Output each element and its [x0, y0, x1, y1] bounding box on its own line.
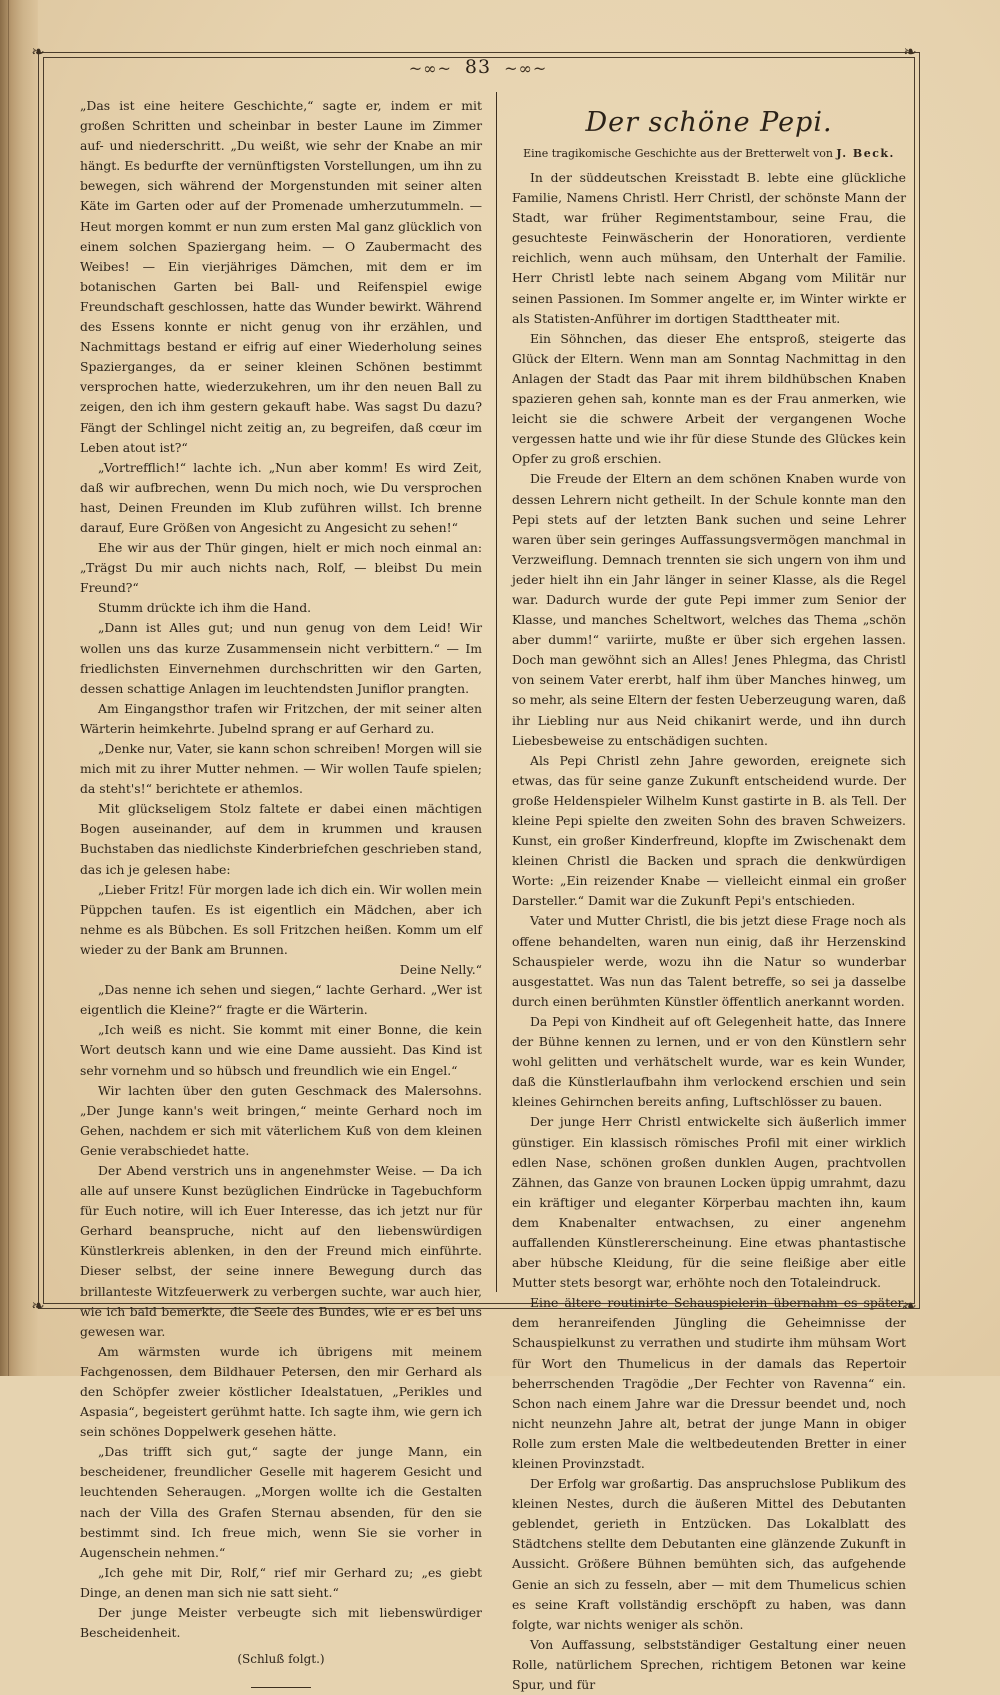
paragraph: „Das ist eine heitere Geschichte,“ sagte er, indem er mit großen Schritten und scheinbar in bester Laune im Zimmer auf- und niederschritt. „Du weißt, wie sehr der Knabe an mir hängt. Es bedurfte der vernünftigsten Vorstellungen, um ihn zu bewegen, sich während der Morgenstunden mit seiner alten Käte im Garten oder auf der Promenade umherzutummeln. — Heut morgen kommt er nun zum ersten Mal ganz glücklich von einem solchen Spaziergang heim. — O Zaubermacht des Weibes! — Ein vierjähriges Dämchen, mit dem er im botanischen Garten bei Ball- und Reifenspiel ewige Freundschaft geschlossen, hatte das Wunder bewirkt. Während des Essens konnte er nicht genug von ihr erzählen, und Nachmittags bestand er eifrig auf einer Wiederholung seines Spazierganges, da er seiner kleinen Schönen bestimmt versprochen hatte, wiederzukehren, um ihr den neuen Ball zu zeigen, den ich ihm gestern gekauft habe. Was sagst Du dazu? Fängt der Schlingel nicht zeitig an, zu begreifen, daß cœur im Leben atout ist?“: [80, 98, 482, 455]
paragraph: Am wärmsten wurde ich übrigens mit meinem Fachgenossen, dem Bildhauer Petersen, den mir Gerhard als den Schöpfer zweier köstlicher Idealstatuen, „Perikles und Aspasia“, begeistert gerühmt hatte. Ich sagte ihm, wie gern ich sein schönes Doppelwerk gesehen hätte.: [80, 1343, 482, 1440]
flourish-left-icon: ~∞~: [408, 58, 452, 78]
page-header: [38, 56, 918, 78]
paragraph: Am Eingangsthor trafen wir Fritzchen, der mit seiner alten Wärterin heimkehrte. Jubelnd sprang er auf Gerhard zu.: [80, 700, 482, 736]
paragraph: „Denke nur, Vater, sie kann schon schreiben! Morgen will sie mich mit zu ihrer Mutter nehmen. — Wir wollen Taufe spielen; da steht's!“ berichtete er athemlos.: [80, 741, 482, 797]
continuation-note: (Schluß folgt.): [237, 1652, 325, 1667]
left-column: [80, 96, 482, 1688]
paragraph: „Ich gehe mit Dir, Rolf,“ rief mir Gerhard zu; „es giebt Dinge, an denen man sich nie satt sieht.“: [80, 1564, 482, 1600]
corner-ornament-icon: ❧: [903, 42, 917, 61]
paragraph: Der Erfolg war großartig. Das anspruchslose Publikum des kleinen Nestes, durch die äußeren Mittel des Debutanten geblendet, gerieth in Entzücken. Das Lokalblatt des Städtchens stellte dem Debutanten eine glänzende Zukunft in Aussicht. Größere Bühnen bemühten sich, das aufgehende Genie an sich zu fesseln, aber — mit dem Thumelicus schien es seine Kraft vollständig erschöpft zu haben, was dann folgte, war nichts weniger als schön.: [512, 1476, 906, 1632]
book-binding: [0, 0, 38, 1376]
letter-signature: Deine Nelly.“: [399, 962, 482, 978]
story-subtitle: [512, 146, 906, 162]
corner-ornament-icon: ❧: [903, 1296, 917, 1315]
subtitle-text: Eine tragikomische Geschichte aus der Bretterwelt von: [523, 147, 833, 160]
corner-ornament-icon: ❧: [31, 1296, 45, 1315]
story-title: Der schöne Pepi.: [585, 107, 833, 138]
right-column: [512, 106, 906, 1695]
flourish-right-icon: ~∞~: [504, 58, 548, 78]
paragraph: Der junge Meister verbeugte sich mit liebenswürdiger Bescheidenheit.: [80, 1605, 482, 1641]
paragraph: Da Pepi von Kindheit auf oft Gelegenheit hatte, das Innere der Bühne kennen zu lernen, und er von den Künstlern sehr wohl gelitten und verhätschelt wurde, war es kein Wunder, daß die Künstlerlaufbahn ihm verlockend erschien und sein kleines Gehirnchen bereits anfing, Luftschlösser zu bauen.: [512, 1013, 906, 1110]
paragraph: „Das nenne ich sehen und siegen,“ lachte Gerhard. „Wer ist eigentlich die Kleine?“ fragte er die Wärterin.: [80, 982, 482, 1018]
paragraph: Von Auffassung, selbstständiger Gestaltung einer neuen Rolle, natürlichem Sprechen, richtigem Betonen war keine Spur, und für: [512, 1636, 906, 1693]
paragraph: Vater und Mutter Christl, die bis jetzt diese Frage noch als offene behandelten, waren nun einig, daß ihr Herzenskind Schauspieler werde, wozu ihn die Natur so wunderbar ausgestattet. Was nun das Talent betreffe, so sei ja dasselbe durch einen berühmten Künstler öffentlich anerkannt worden.: [512, 913, 906, 1009]
corner-ornament-icon: ❧: [31, 42, 45, 61]
paragraph: „Das trifft sich gut,“ sagte der junge Mann, ein bescheidener, freundlicher Geselle mit hagerem Gesicht und leuchtenden Seheraugen. „Morgen wollte ich die Gestalten nach der Villa des Grafen Sternau absenden, für den sie bestimmt sind. Ich freue mich, wenn Sie sie vorher in Augenschein nehmen.“: [80, 1444, 482, 1560]
paragraph: Der Abend verstrich uns in angenehmster Weise. — Da ich alle auf unsere Kunst bezüglichen Eindrücke in Tagebuchform für Euch notire, will ich Euer Interesse, das ich jetzt nur für Gerhard beanspruche, nicht auf den liebenswürdigen Künstlerkreis ablenken, in den der Freund mich einführte. Dieser selbst, der seine innere Bewegung durch das brillanteste Witzfeuerwerk zu verbergen suchte, war auch hier, wie ich bald bemerkte, die Seele des Bundes, wie er es bei uns gewesen war.: [80, 1162, 482, 1339]
paragraph: „Vortrefflich!“ lachte ich. „Nun aber komm! Es wird Zeit, daß wir aufbrechen, wenn Du mich noch, wie Du versprochen hast, Deinen Freunden im Klub zuführen willst. Ich brenne darauf, Eure Größen von Angesicht zu Angesicht zu sehen!“: [80, 459, 482, 535]
page-number: 83: [464, 56, 492, 78]
paragraph: Stumm drückte ich ihm die Hand.: [98, 600, 312, 616]
end-rule: [251, 1687, 311, 1688]
paragraph: Mit glückseligem Stolz faltete er dabei einen mächtigen Bogen auseinander, auf dem in krummen und krausen Buchstaben das niedlichste Kinderbriefchen geschrieben stand, das ich je gelesen habe:: [80, 801, 483, 877]
paragraph: Ein Söhnchen, das dieser Ehe entsproß, steigerte das Glück der Eltern. Wenn man am Sonntag Nachmittag in den Anlagen der Stadt das Paar mit ihrem bildhübschen Knaben spazieren gehen sah, konnte man es der Frau anmerken, wie leicht sie die schwere Arbeit der vergangenen Woche vergessen hatte und wie ihr für diese Stunde des Glückes kein Opfer zu groß erschien.: [512, 330, 906, 467]
paragraph: Eine ältere routinirte Schauspielerin übernahm es später, dem heranreifenden Jüngling die Geheimnisse der Schauspielkunst zu verrathen und studirte ihm mühsam Wort für Wort den Thumelicus in der damals das Repertoir beherrschenden Tragödie „Der Fechter von Ravenna“ ein. Schon nach einem Jahre war die Dressur beendet und, noch nicht neunzehn Jahre alt, betrat der junge Mann in obiger Rolle zum ersten Male die weltbedeutenden Bretter in einer kleinen Provinzstadt.: [512, 1295, 906, 1471]
author-name: J. Beck.: [836, 147, 895, 160]
paragraph: In der süddeutschen Kreisstadt B. lebte eine glückliche Familie, Namens Christl. Herr Christl, der schönste Mann der Stadt, war früher Regimentstambour, seine Frau, die gesuchteste Feinwäscherin der Honoratioren, verdiente reichlich, wenn auch mühsam, den Unterhalt der Familie. Herr Christl lebte nach seinem Abgang vom Militär nur seinen Passionen. Im Sommer angelte er, im Winter wirkte er als Statisten-Anführer im dortigen Stadttheater mit.: [512, 170, 906, 326]
paragraph: „Dann ist Alles gut; und nun genug von dem Leid! Wir wollen uns das kurze Zusammensein nicht verbittern.“ — Im friedlichsten Einvernehmen durchschritten wir den Garten, dessen schattige Anlagen im leuchtendsten Juniflor prangten.: [80, 620, 482, 696]
letter-text: „Lieber Fritz! Für morgen lade ich dich ein. Wir wollen mein Püppchen taufen. Es ist eigentlich ein Mädchen, aber ich nehme es als Bübchen. Es soll Fritzchen heißen. Komm um elf wieder zu der Bank am Brunnen.: [80, 881, 482, 957]
paragraph: Der junge Herr Christl entwickelte sich äußerlich immer günstiger. Ein klassisch römisches Profil mit einer wirklich edlen Nase, schönen großen dunklen Augen, prachtvollen Zähnen, das Ganze von braunen Locken üppig umrahmt, dazu ein kräftiger und eleganter Körperbau machten ihn, kaum dem Knabenalter entwachsen, zu einer angenehm auffallenden Künstlererscheinung. Eine etwas phantastische aber hübsche Kleidung, für die seine fleißige aber eitle Mutter stets besorgt war, erhöhte noch den Totaleindruck.: [512, 1114, 906, 1291]
paragraph: „Ich weiß es nicht. Sie kommt mit einer Bonne, die kein Wort deutsch kann und wie eine Dame aussieht. Das Kind ist sehr vornehm und so hübsch und freundlich wie ein Engel.“: [80, 1022, 482, 1078]
page: [31, 0, 1000, 1693]
paragraph: Als Pepi Christl zehn Jahre geworden, ereignete sich etwas, das für seine ganze Zukunft entscheidend wurde. Der große Heldenspieler Wilhelm Kunst gastirte in B. als Tell. Der kleine Pepi spielte den zweiten Sohn des braven Schweizers. Kunst, ein großer Kinderfreund, klopfte im Zwischenakt dem kleinen Christl die Backen und sprach die denkwürdigen Worte: „Ein reizender Knabe — vielleicht einmal ein großer Darsteller.“ Damit war die Zukunft Pepi's entschieden.: [512, 752, 906, 909]
paragraph: Ehe wir aus der Thür gingen, hielt er mich noch einmal an: „Trägst Du mir auch nichts nach, Rolf, — bleibst Du mein Freund?“: [80, 540, 482, 596]
column-divider: [496, 92, 497, 1292]
paragraph: Wir lachten über den guten Geschmack des Malersohns. „Der Junge kann's weit bringen,“ meinte Gerhard noch im Gehen, nachdem er sich mit väterlichem Kuß von dem kleinen Genie verabschiedet hatte.: [80, 1082, 482, 1158]
paragraph: Die Freude der Eltern an dem schönen Knaben wurde von dessen Lehrern nicht getheilt. In der Schule konnte man den Pepi stets auf der letzten Bank suchen und seine Lehrer waren über sein geringes Auffassungsvermögen manchmal in Verzweiflung. Demnach trennten sie sich ungern von ihm und jeder hielt ihn ein Jahr länger in seiner Klasse, als die Regel war. Dadurch wurde der gute Pepi immer zum Senior der Klasse, und manches Scheltwort, welches das Thema „schön aber dumm!“ variirte, mußte er über sich ergehen lassen. Doch man gewöhnt sich an Alles! Jenes Phlegma, das Christl von seinem Vater ererbt, half ihm über Manches hinweg, um so mehr, als seine Eltern der festen Ueberzeugung waren, daß ihr Liebling nur aus Neid chikanirt werde, und ihn durch Liebesbeweise zu entschädigen suchten.: [512, 471, 906, 748]
